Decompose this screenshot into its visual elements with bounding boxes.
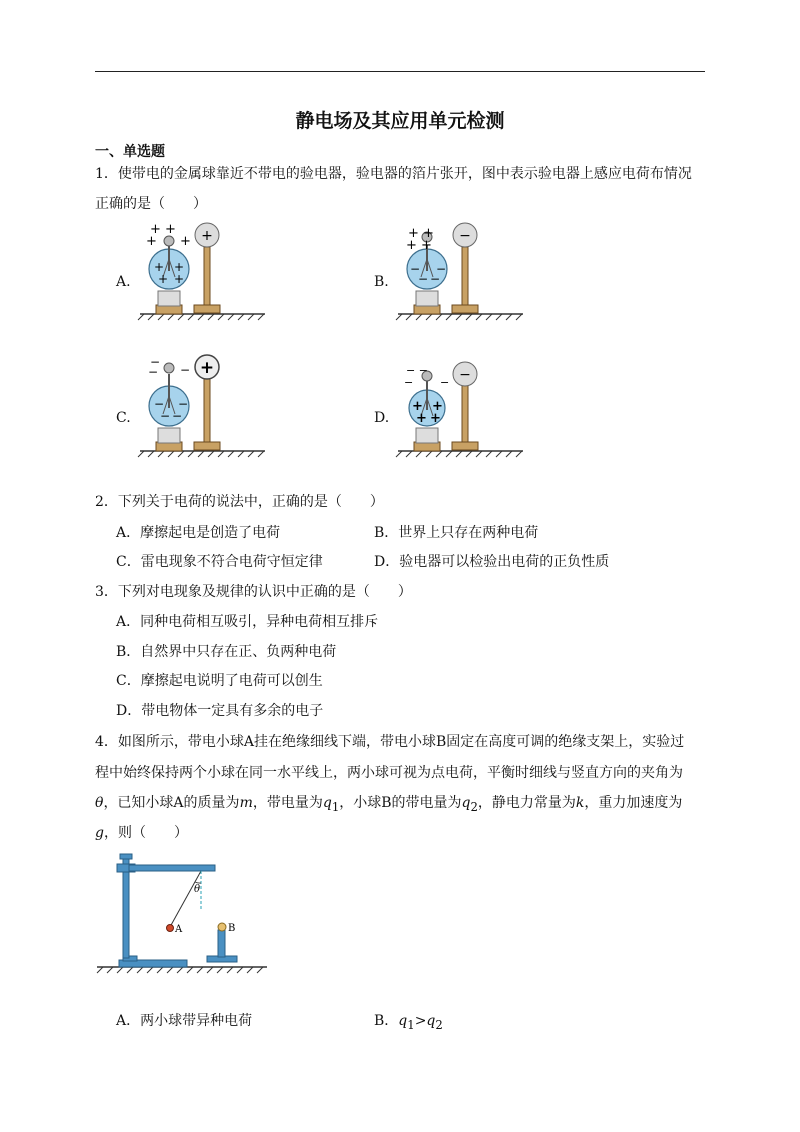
svg-text:+: +: [158, 272, 169, 286]
q1-stem-line1: 1．使带电的金属球靠近不带电的验电器，验电器的箔片张开，图中表示验电器上感应电荷布情况: [95, 166, 692, 182]
ball-charge-a: +: [201, 228, 213, 244]
q4-option-b: B．$q_1>q_2$: [374, 1013, 443, 1032]
q3-option-b: B．自然界中只存在正、负两种电荷: [116, 644, 337, 660]
q3-stem: 3．下列对电现象及规律的认识中正确的是（ ）: [95, 584, 412, 600]
electroscope-figure-c: [140, 352, 270, 457]
svg-text:−: −: [178, 397, 189, 411]
electroscope-figure-d: [398, 352, 528, 457]
q4-stem-line4: g，则（ ）: [95, 825, 188, 841]
q2-option-a: A．摩擦起电是创造了电荷: [116, 525, 281, 541]
q1-stem-line2: 正确的是（ ）: [95, 196, 207, 212]
ball-b-label: B: [228, 923, 236, 934]
svg-text:−: −: [404, 376, 414, 389]
page-title: 静电场及其应用单元检测: [295, 110, 505, 132]
svg-text:+: +: [146, 234, 157, 249]
svg-text:− −: − −: [406, 364, 428, 377]
svg-text:+: +: [154, 260, 165, 274]
q3-option-c: C．摩擦起电说明了电荷可以创生: [116, 673, 323, 689]
q1-option-a-label: A.: [116, 274, 131, 290]
svg-text:+: +: [174, 260, 185, 274]
svg-text:−: −: [150, 355, 161, 369]
svg-text:−: −: [148, 365, 159, 379]
ball-charge-b: −: [459, 228, 471, 244]
svg-text:+: +: [174, 272, 185, 286]
theta-label: θ: [194, 884, 201, 895]
svg-text:+ +: + +: [408, 226, 434, 241]
q3-option-d: D．带电物体一定具有多余的电子: [116, 703, 324, 719]
q1-option-b-label: B.: [374, 274, 389, 290]
svg-text:+: +: [180, 234, 191, 249]
q2-option-b: B．世界上只存在两种电荷: [374, 525, 539, 541]
header-rule: [95, 71, 705, 72]
svg-text:−: −: [418, 272, 429, 286]
q3-option-a: A．同种电荷相互吸引，异种电荷相互排斥: [116, 614, 379, 630]
electroscope-figure-a: [140, 215, 270, 320]
ball-a-label: A: [175, 924, 183, 935]
q2-option-d: D．验电器可以检验出电荷的正负性质: [374, 554, 610, 570]
svg-text:+: +: [432, 399, 443, 414]
svg-text:+ +: + +: [406, 238, 432, 253]
q2-stem: 2．下列关于电荷的说法中，正确的是（ ）: [95, 494, 384, 510]
svg-text:+: +: [416, 411, 427, 426]
svg-text:−: −: [436, 262, 447, 276]
svg-text:−: −: [180, 363, 191, 377]
svg-text:−: −: [172, 409, 183, 423]
q4-stem-line3: θ，已知小球A的质量为m，带电量为$q_1$，小球B的带电量为$q_2$，静电力常量为k，重力加速度为: [95, 795, 683, 814]
q4-stem-line1: 4．如图所示，带电小球A挂在绝缘细线下端，带电小球B固定在高度可调的绝缘支架上，实验过: [95, 734, 685, 750]
svg-text:−: −: [440, 376, 450, 389]
svg-text:−: −: [154, 397, 165, 411]
svg-text:−: −: [410, 262, 421, 276]
pendulum-figure: [97, 850, 277, 975]
q1-option-d-label: D.: [374, 410, 390, 426]
q1-option-c-label: C.: [116, 410, 131, 426]
electroscope-figure-b: [398, 215, 528, 320]
section-heading: 一、单选题: [95, 144, 165, 160]
ball-charge-d: −: [459, 367, 471, 383]
svg-text:−: −: [160, 409, 171, 423]
svg-text:+: +: [412, 399, 423, 414]
ball-charge-c: +: [199, 358, 215, 378]
svg-text:−: −: [430, 272, 441, 286]
q2-option-c: C．雷电现象不符合电荷守恒定律: [116, 554, 323, 570]
svg-text:+ +: + +: [150, 222, 176, 237]
svg-text:+: +: [430, 411, 441, 426]
q4-stem-line2: 程中始终保持两个小球在同一水平线上，两小球可视为点电荷，平衡时细线与竖直方向的夹角为: [95, 765, 683, 781]
q4-option-a: A．两小球带异种电荷: [116, 1013, 253, 1029]
